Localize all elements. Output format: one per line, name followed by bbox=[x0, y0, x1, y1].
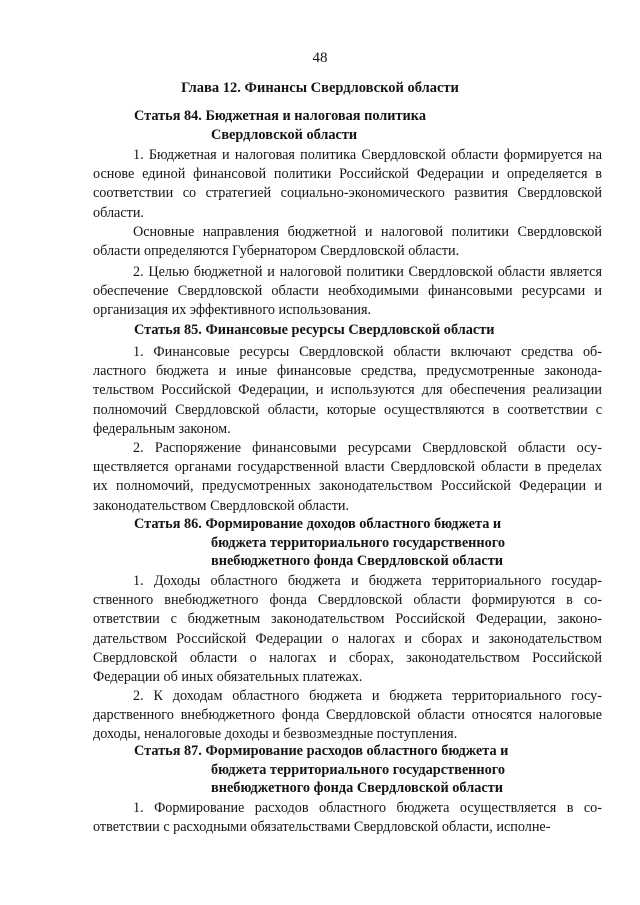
article-84-paragraph-3: 2. Целью бюджетной и налоговой политики Свердловской области является обеспечение Свердловской области необходимыми финансовыми ресурсами и организация их эффективного использования. bbox=[93, 264, 602, 319]
article-86-paragraph-1: 1. Доходы областного бюджета и бюджета территориального государственного внебюджетного фонда Свердловской области формируются в соответствии с бюджетным законодательством Российской Федерации, законодательством Российской Федерации о налогах и сборах и законодательством Свердловской области о налогах и сборах, законодательством Российской Федерации об иных обязательных платежах. bbox=[93, 573, 602, 686]
article-84-title bbox=[134, 107, 614, 144]
article-87-title-line1: Статья 87. Формирование расходов областного бюджета и bbox=[134, 743, 509, 759]
chapter-title: Глава 12. Финансы Свердловской области bbox=[181, 80, 459, 96]
page-number: 48 bbox=[312, 50, 328, 66]
article-86-title bbox=[134, 515, 614, 571]
article-84-paragraph-1: 1. Бюджетная и налоговая политика Свердловской области формируется на основе единой финансовой политики Российской Федерации и определяется в соответствии со стратегией социально-экономического развития Свердловской области. bbox=[93, 147, 602, 221]
article-86-title-line1: Статья 86. Формирование доходов областного бюджета и bbox=[134, 516, 502, 532]
article-84-title-line1: Статья 84. Бюджетная и налоговая политика bbox=[134, 108, 426, 124]
article-84-title-line2: Свердловской области bbox=[211, 126, 358, 143]
article-87-title-line3: внебюджетного фонда Свердловской области bbox=[211, 780, 503, 796]
article-85-title-line1: Статья 85. Финансовые ресурсы Свердловской области bbox=[134, 322, 495, 338]
article-86-title-line2: бюджета территориального государственного bbox=[211, 534, 506, 551]
article-87-title-line2: бюджета территориального государственного bbox=[211, 761, 506, 778]
article-84-paragraph-2: Основные направления бюджетной и налоговой политики Свердловской области определяются Губернатором Свердловской области. bbox=[93, 224, 602, 260]
article-85-paragraph-1: 1. Финансовые ресурсы Свердловской области включают средства областного бюджета и иные финансовые средства, предусмотренные законодательством Российской Федерации, и используются для обеспечения реализации полномочий Свердловской области, которые осуществляются в соответствии с федеральным законом. bbox=[93, 344, 602, 437]
article-87-title bbox=[134, 742, 614, 798]
article-87-paragraph-1: 1. Формирование расходов областного бюджета осуществляется в соответствии с расходными обязательствами Свердловской области, исполне- bbox=[93, 800, 602, 836]
article-86-title-line3: внебюджетного фонда Свердловской области bbox=[211, 553, 503, 569]
article-85-paragraph-2: 2. Распоряжение финансовыми ресурсами Свердловской области осуществляется органами государственной власти Свердловской области в пределах их полномочий, предусмотренных законодательством Российской Федерации и законодательством Свердловской области. bbox=[93, 440, 602, 514]
article-86-paragraph-2: 2. К доходам областного бюджета и бюджета территориального государственного внебюджетного фонда Свердловской области относятся налоговые доходы, неналоговые доходы и безвозмездные поступления. bbox=[93, 688, 602, 743]
article-85-title bbox=[134, 321, 614, 340]
